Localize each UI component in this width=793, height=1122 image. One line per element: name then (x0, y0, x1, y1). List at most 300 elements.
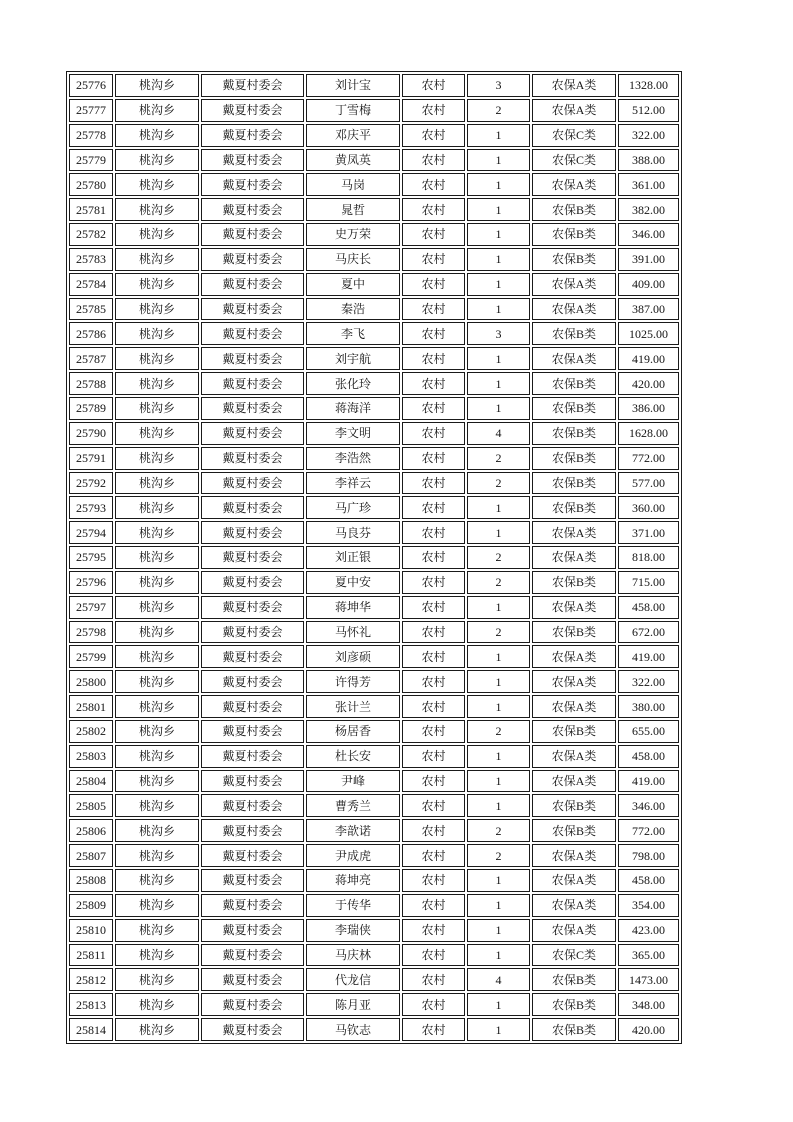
cell-serial-number: 25801 (69, 695, 113, 718)
cell-village-committee: 戴夏村委会 (201, 621, 304, 644)
cell-person-count: 1 (467, 298, 530, 321)
cell-serial-number: 25799 (69, 645, 113, 668)
cell-township: 桃沟乡 (115, 198, 199, 221)
cell-serial-number: 25805 (69, 794, 113, 817)
cell-serial-number: 25777 (69, 99, 113, 122)
cell-amount: 420.00 (618, 372, 679, 395)
cell-village-committee: 戴夏村委会 (201, 919, 304, 942)
table-row (69, 521, 679, 544)
cell-village-committee: 戴夏村委会 (201, 99, 304, 122)
table-row (69, 844, 679, 867)
table-row (69, 298, 679, 321)
cell-village-committee: 戴夏村委会 (201, 968, 304, 991)
cell-person-name: 李飞 (306, 322, 400, 345)
cell-township: 桃沟乡 (115, 894, 199, 917)
cell-township: 桃沟乡 (115, 571, 199, 594)
cell-village-committee: 戴夏村委会 (201, 819, 304, 842)
cell-insurance-class: 农保B类 (532, 496, 616, 519)
cell-person-count: 1 (467, 124, 530, 147)
cell-residence-type: 农村 (402, 571, 465, 594)
cell-village-committee: 戴夏村委会 (201, 173, 304, 196)
cell-insurance-class: 农保C类 (532, 944, 616, 967)
cell-township: 桃沟乡 (115, 844, 199, 867)
cell-serial-number: 25806 (69, 819, 113, 842)
cell-insurance-class: 农保B类 (532, 720, 616, 743)
cell-township: 桃沟乡 (115, 670, 199, 693)
benefits-data-table (66, 71, 682, 1044)
cell-residence-type: 农村 (402, 447, 465, 470)
cell-township: 桃沟乡 (115, 149, 199, 172)
table-row (69, 571, 679, 594)
cell-township: 桃沟乡 (115, 621, 199, 644)
table-row (69, 869, 679, 892)
cell-insurance-class: 农保A类 (532, 844, 616, 867)
cell-insurance-class: 农保A类 (532, 670, 616, 693)
cell-amount: 458.00 (618, 596, 679, 619)
table-row (69, 422, 679, 445)
cell-village-committee: 戴夏村委会 (201, 496, 304, 519)
cell-village-committee: 戴夏村委会 (201, 422, 304, 445)
cell-person-count: 2 (467, 621, 530, 644)
table-row (69, 819, 679, 842)
cell-insurance-class: 农保A类 (532, 298, 616, 321)
cell-village-committee: 戴夏村委会 (201, 124, 304, 147)
cell-township: 桃沟乡 (115, 596, 199, 619)
cell-insurance-class: 农保A类 (532, 869, 616, 892)
table-row (69, 173, 679, 196)
cell-village-committee: 戴夏村委会 (201, 223, 304, 246)
cell-township: 桃沟乡 (115, 322, 199, 345)
cell-person-name: 李瑞侠 (306, 919, 400, 942)
cell-residence-type: 农村 (402, 645, 465, 668)
cell-person-name: 马怀礼 (306, 621, 400, 644)
cell-residence-type: 农村 (402, 347, 465, 370)
cell-person-count: 1 (467, 273, 530, 296)
table-row (69, 99, 679, 122)
cell-serial-number: 25778 (69, 124, 113, 147)
cell-serial-number: 25788 (69, 372, 113, 395)
cell-person-count: 2 (467, 472, 530, 495)
table-row (69, 322, 679, 345)
cell-person-count: 1 (467, 944, 530, 967)
cell-township: 桃沟乡 (115, 1018, 199, 1041)
cell-village-committee: 戴夏村委会 (201, 472, 304, 495)
cell-insurance-class: 农保A类 (532, 546, 616, 569)
cell-insurance-class: 农保B类 (532, 422, 616, 445)
cell-insurance-class: 农保B类 (532, 198, 616, 221)
cell-insurance-class: 农保A类 (532, 347, 616, 370)
cell-residence-type: 农村 (402, 596, 465, 619)
cell-township: 桃沟乡 (115, 819, 199, 842)
table-row (69, 496, 679, 519)
cell-person-name: 马钦志 (306, 1018, 400, 1041)
cell-amount: 371.00 (618, 521, 679, 544)
cell-residence-type: 农村 (402, 869, 465, 892)
cell-person-count: 1 (467, 596, 530, 619)
cell-village-committee: 戴夏村委会 (201, 546, 304, 569)
cell-amount: 419.00 (618, 645, 679, 668)
cell-person-count: 2 (467, 546, 530, 569)
cell-amount: 322.00 (618, 124, 679, 147)
table-row (69, 546, 679, 569)
cell-serial-number: 25792 (69, 472, 113, 495)
cell-amount: 382.00 (618, 198, 679, 221)
cell-serial-number: 25783 (69, 248, 113, 271)
cell-person-name: 晁哲 (306, 198, 400, 221)
cell-residence-type: 农村 (402, 695, 465, 718)
cell-insurance-class: 农保B类 (532, 621, 616, 644)
cell-township: 桃沟乡 (115, 794, 199, 817)
table-row (69, 919, 679, 942)
cell-serial-number: 25811 (69, 944, 113, 967)
table-row (69, 397, 679, 420)
cell-person-name: 马良芬 (306, 521, 400, 544)
cell-person-name: 刘宇航 (306, 347, 400, 370)
cell-insurance-class: 农保B类 (532, 248, 616, 271)
cell-insurance-class: 农保B类 (532, 472, 616, 495)
cell-township: 桃沟乡 (115, 968, 199, 991)
cell-township: 桃沟乡 (115, 422, 199, 445)
cell-township: 桃沟乡 (115, 720, 199, 743)
cell-village-committee: 戴夏村委会 (201, 571, 304, 594)
cell-amount: 420.00 (618, 1018, 679, 1041)
cell-serial-number: 25787 (69, 347, 113, 370)
cell-person-count: 1 (467, 248, 530, 271)
cell-person-count: 1 (467, 1018, 530, 1041)
cell-township: 桃沟乡 (115, 372, 199, 395)
cell-person-count: 2 (467, 447, 530, 470)
cell-township: 桃沟乡 (115, 944, 199, 967)
cell-person-name: 邓庆平 (306, 124, 400, 147)
cell-insurance-class: 农保A类 (532, 770, 616, 793)
cell-amount: 380.00 (618, 695, 679, 718)
cell-village-committee: 戴夏村委会 (201, 273, 304, 296)
table-body (69, 74, 679, 1041)
cell-amount: 419.00 (618, 347, 679, 370)
cell-insurance-class: 农保B类 (532, 1018, 616, 1041)
cell-serial-number: 25782 (69, 223, 113, 246)
cell-residence-type: 农村 (402, 770, 465, 793)
cell-person-count: 1 (467, 919, 530, 942)
cell-township: 桃沟乡 (115, 869, 199, 892)
cell-insurance-class: 农保B类 (532, 819, 616, 842)
cell-serial-number: 25780 (69, 173, 113, 196)
table-row (69, 770, 679, 793)
cell-township: 桃沟乡 (115, 173, 199, 196)
cell-insurance-class: 农保B类 (532, 968, 616, 991)
cell-insurance-class: 农保B类 (532, 322, 616, 345)
cell-amount: 672.00 (618, 621, 679, 644)
cell-serial-number: 25809 (69, 894, 113, 917)
cell-residence-type: 农村 (402, 1018, 465, 1041)
table-row (69, 124, 679, 147)
cell-insurance-class: 农保A类 (532, 919, 616, 942)
cell-serial-number: 25790 (69, 422, 113, 445)
cell-residence-type: 农村 (402, 422, 465, 445)
cell-person-name: 曹秀兰 (306, 794, 400, 817)
table-row (69, 993, 679, 1016)
cell-residence-type: 农村 (402, 198, 465, 221)
cell-village-committee: 戴夏村委会 (201, 1018, 304, 1041)
cell-insurance-class: 农保A类 (532, 745, 616, 768)
cell-village-committee: 戴夏村委会 (201, 645, 304, 668)
cell-residence-type: 农村 (402, 944, 465, 967)
cell-insurance-class: 农保A类 (532, 894, 616, 917)
table-row (69, 695, 679, 718)
table-row (69, 149, 679, 172)
cell-amount: 348.00 (618, 993, 679, 1016)
table-row (69, 273, 679, 296)
cell-township: 桃沟乡 (115, 99, 199, 122)
cell-person-count: 1 (467, 645, 530, 668)
cell-residence-type: 农村 (402, 173, 465, 196)
cell-insurance-class: 农保A类 (532, 74, 616, 97)
cell-residence-type: 农村 (402, 546, 465, 569)
table-row (69, 447, 679, 470)
cell-residence-type: 农村 (402, 919, 465, 942)
cell-village-committee: 戴夏村委会 (201, 447, 304, 470)
cell-township: 桃沟乡 (115, 447, 199, 470)
cell-person-name: 陈月亚 (306, 993, 400, 1016)
cell-village-committee: 戴夏村委会 (201, 720, 304, 743)
cell-residence-type: 农村 (402, 894, 465, 917)
cell-person-count: 1 (467, 794, 530, 817)
cell-village-committee: 戴夏村委会 (201, 372, 304, 395)
table-row (69, 745, 679, 768)
cell-person-name: 李文明 (306, 422, 400, 445)
cell-amount: 322.00 (618, 670, 679, 693)
cell-person-count: 1 (467, 372, 530, 395)
cell-person-count: 1 (467, 347, 530, 370)
cell-residence-type: 农村 (402, 149, 465, 172)
table-row (69, 347, 679, 370)
cell-amount: 365.00 (618, 944, 679, 967)
cell-person-name: 刘彦硕 (306, 645, 400, 668)
cell-residence-type: 农村 (402, 397, 465, 420)
cell-person-count: 1 (467, 695, 530, 718)
cell-township: 桃沟乡 (115, 993, 199, 1016)
table-row (69, 720, 679, 743)
cell-person-count: 1 (467, 993, 530, 1016)
table-row (69, 472, 679, 495)
cell-amount: 388.00 (618, 149, 679, 172)
cell-person-count: 3 (467, 74, 530, 97)
cell-amount: 798.00 (618, 844, 679, 867)
cell-person-count: 1 (467, 397, 530, 420)
cell-amount: 458.00 (618, 869, 679, 892)
cell-village-committee: 戴夏村委会 (201, 521, 304, 544)
cell-insurance-class: 农保A类 (532, 273, 616, 296)
cell-person-name: 张化玲 (306, 372, 400, 395)
cell-person-name: 杨居香 (306, 720, 400, 743)
cell-serial-number: 25779 (69, 149, 113, 172)
cell-serial-number: 25812 (69, 968, 113, 991)
cell-person-name: 黄凤英 (306, 149, 400, 172)
cell-serial-number: 25793 (69, 496, 113, 519)
cell-serial-number: 25800 (69, 670, 113, 693)
cell-person-count: 1 (467, 496, 530, 519)
table-row (69, 74, 679, 97)
cell-person-count: 2 (467, 99, 530, 122)
cell-amount: 1328.00 (618, 74, 679, 97)
cell-township: 桃沟乡 (115, 273, 199, 296)
cell-residence-type: 农村 (402, 794, 465, 817)
cell-person-name: 尹峰 (306, 770, 400, 793)
cell-person-count: 2 (467, 720, 530, 743)
cell-village-committee: 戴夏村委会 (201, 670, 304, 693)
cell-residence-type: 农村 (402, 99, 465, 122)
cell-township: 桃沟乡 (115, 223, 199, 246)
cell-residence-type: 农村 (402, 124, 465, 147)
cell-amount: 419.00 (618, 770, 679, 793)
cell-amount: 1025.00 (618, 322, 679, 345)
cell-insurance-class: 农保C类 (532, 124, 616, 147)
cell-amount: 423.00 (618, 919, 679, 942)
cell-serial-number: 25776 (69, 74, 113, 97)
cell-amount: 354.00 (618, 894, 679, 917)
table-row (69, 1018, 679, 1041)
table-row (69, 794, 679, 817)
table-row (69, 621, 679, 644)
cell-person-name: 马庆林 (306, 944, 400, 967)
cell-township: 桃沟乡 (115, 521, 199, 544)
cell-person-name: 代龙信 (306, 968, 400, 991)
cell-person-count: 1 (467, 770, 530, 793)
cell-village-committee: 戴夏村委会 (201, 347, 304, 370)
cell-person-count: 1 (467, 894, 530, 917)
cell-residence-type: 农村 (402, 993, 465, 1016)
cell-person-count: 1 (467, 745, 530, 768)
cell-amount: 772.00 (618, 447, 679, 470)
cell-village-committee: 戴夏村委会 (201, 74, 304, 97)
cell-amount: 391.00 (618, 248, 679, 271)
table-row (69, 894, 679, 917)
cell-township: 桃沟乡 (115, 472, 199, 495)
cell-person-name: 马庆长 (306, 248, 400, 271)
cell-person-count: 1 (467, 223, 530, 246)
cell-township: 桃沟乡 (115, 546, 199, 569)
cell-person-name: 蒋海洋 (306, 397, 400, 420)
cell-person-name: 尹成虎 (306, 844, 400, 867)
cell-village-committee: 戴夏村委会 (201, 149, 304, 172)
cell-amount: 655.00 (618, 720, 679, 743)
cell-township: 桃沟乡 (115, 397, 199, 420)
cell-village-committee: 戴夏村委会 (201, 944, 304, 967)
cell-residence-type: 农村 (402, 74, 465, 97)
cell-person-name: 李祥云 (306, 472, 400, 495)
cell-person-name: 夏中 (306, 273, 400, 296)
cell-amount: 387.00 (618, 298, 679, 321)
cell-person-name: 李歆诺 (306, 819, 400, 842)
cell-person-count: 2 (467, 819, 530, 842)
table-row (69, 944, 679, 967)
cell-village-committee: 戴夏村委会 (201, 869, 304, 892)
cell-person-count: 1 (467, 173, 530, 196)
cell-residence-type: 农村 (402, 720, 465, 743)
cell-village-committee: 戴夏村委会 (201, 695, 304, 718)
cell-residence-type: 农村 (402, 273, 465, 296)
cell-township: 桃沟乡 (115, 298, 199, 321)
cell-person-name: 李浩然 (306, 447, 400, 470)
cell-amount: 577.00 (618, 472, 679, 495)
cell-amount: 346.00 (618, 223, 679, 246)
cell-insurance-class: 农保B类 (532, 223, 616, 246)
cell-residence-type: 农村 (402, 521, 465, 544)
cell-person-count: 4 (467, 422, 530, 445)
cell-township: 桃沟乡 (115, 695, 199, 718)
cell-person-name: 蒋坤亮 (306, 869, 400, 892)
cell-amount: 818.00 (618, 546, 679, 569)
cell-person-count: 3 (467, 322, 530, 345)
cell-village-committee: 戴夏村委会 (201, 844, 304, 867)
cell-village-committee: 戴夏村委会 (201, 745, 304, 768)
cell-person-count: 1 (467, 869, 530, 892)
cell-person-count: 1 (467, 670, 530, 693)
cell-insurance-class: 农保B类 (532, 571, 616, 594)
cell-serial-number: 25791 (69, 447, 113, 470)
cell-person-name: 刘计宝 (306, 74, 400, 97)
table-row (69, 968, 679, 991)
cell-township: 桃沟乡 (115, 496, 199, 519)
cell-amount: 512.00 (618, 99, 679, 122)
cell-serial-number: 25814 (69, 1018, 113, 1041)
table-row (69, 596, 679, 619)
cell-person-count: 2 (467, 571, 530, 594)
cell-person-name: 刘正银 (306, 546, 400, 569)
table-row (69, 223, 679, 246)
cell-serial-number: 25803 (69, 745, 113, 768)
cell-serial-number: 25785 (69, 298, 113, 321)
cell-insurance-class: 农保C类 (532, 149, 616, 172)
table-row (69, 670, 679, 693)
cell-township: 桃沟乡 (115, 745, 199, 768)
cell-residence-type: 农村 (402, 223, 465, 246)
cell-serial-number: 25808 (69, 869, 113, 892)
cell-insurance-class: 农保A类 (532, 173, 616, 196)
cell-township: 桃沟乡 (115, 74, 199, 97)
cell-insurance-class: 农保B类 (532, 794, 616, 817)
cell-insurance-class: 农保B类 (532, 993, 616, 1016)
cell-person-name: 马广珍 (306, 496, 400, 519)
cell-amount: 1628.00 (618, 422, 679, 445)
cell-insurance-class: 农保A类 (532, 99, 616, 122)
cell-insurance-class: 农保A类 (532, 645, 616, 668)
cell-person-count: 1 (467, 521, 530, 544)
cell-residence-type: 农村 (402, 844, 465, 867)
cell-person-name: 张计兰 (306, 695, 400, 718)
cell-person-count: 1 (467, 149, 530, 172)
cell-village-committee: 戴夏村委会 (201, 322, 304, 345)
cell-person-count: 4 (467, 968, 530, 991)
cell-person-name: 马岗 (306, 173, 400, 196)
cell-amount: 409.00 (618, 273, 679, 296)
cell-residence-type: 农村 (402, 472, 465, 495)
table-row (69, 248, 679, 271)
cell-township: 桃沟乡 (115, 645, 199, 668)
cell-insurance-class: 农保B类 (532, 372, 616, 395)
cell-residence-type: 农村 (402, 322, 465, 345)
table-row (69, 645, 679, 668)
cell-serial-number: 25781 (69, 198, 113, 221)
cell-residence-type: 农村 (402, 745, 465, 768)
cell-residence-type: 农村 (402, 670, 465, 693)
cell-person-name: 夏中安 (306, 571, 400, 594)
cell-township: 桃沟乡 (115, 770, 199, 793)
cell-serial-number: 25810 (69, 919, 113, 942)
cell-serial-number: 25796 (69, 571, 113, 594)
cell-amount: 1473.00 (618, 968, 679, 991)
cell-person-name: 杜长安 (306, 745, 400, 768)
